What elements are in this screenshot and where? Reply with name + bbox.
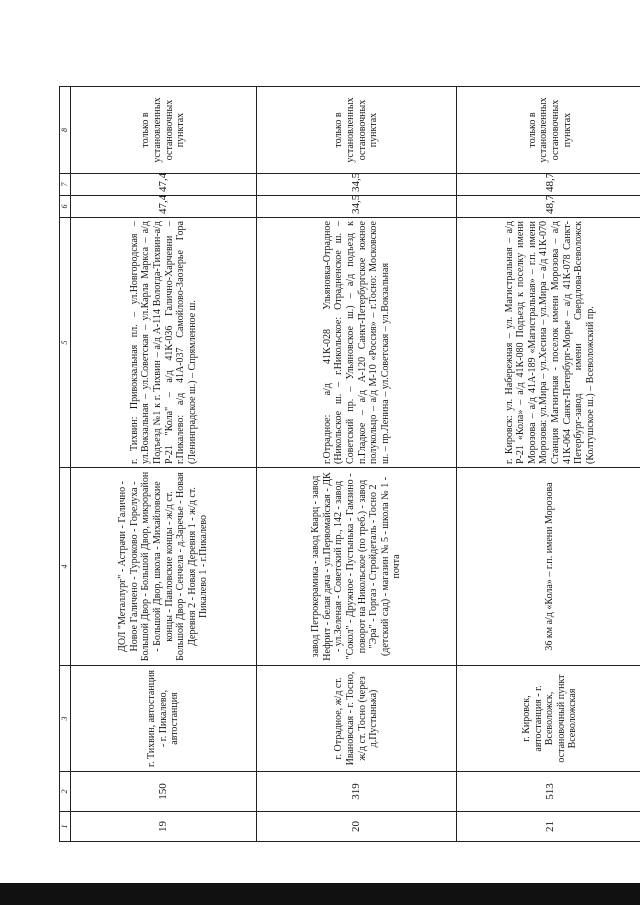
- scan-edge-bar: [0, 883, 640, 905]
- header-cell: 4: [60, 468, 71, 666]
- rotated-page: [59, 87, 640, 842]
- route-length-back: 48,7: [457, 174, 640, 196]
- header-cell: 6: [60, 196, 71, 218]
- route-number: 513: [457, 772, 640, 812]
- route-streets: г.Отрадное: а/д 41К-028 Ульяновка-Отрадное (Никольское ш. – г.Никольское: Отрадненское ш. – Советский пр. – Ульяновское ш.) – а/д подъезд к п.Гладкое – а/д А-120 Санкт-Петербургское южное полукольцо – а/д М-10 «Россия» – г.Тосно: Московское ш. – пр.Ленина – ул.Советская – ул.Вокзальная: [257, 218, 457, 468]
- route-length-forward: 47,4: [71, 196, 257, 218]
- route-length-forward: 34,5: [257, 196, 457, 218]
- table-row: [257, 87, 457, 842]
- row-number: 21: [457, 812, 640, 842]
- row-number: 19: [71, 812, 257, 842]
- table-row: [457, 87, 640, 842]
- routes-table: [59, 86, 640, 842]
- row-number: 20: [257, 812, 457, 842]
- header-cell: 8: [60, 87, 71, 174]
- route-number: 319: [257, 772, 457, 812]
- table-row: [71, 87, 257, 842]
- stop-mode: только в установленных остановочных пунктах: [457, 87, 640, 174]
- header-cell: 1: [60, 812, 71, 842]
- header-cell: 7: [60, 174, 71, 196]
- header-cell: 5: [60, 218, 71, 468]
- route-endpoints: г. Тихвин, автостанция - г. Пикалево, автостанция: [71, 666, 257, 772]
- stop-mode: только в установленных остановочных пунктах: [257, 87, 457, 174]
- route-length-forward: 48,7: [457, 196, 640, 218]
- route-endpoints: г. Отрадное, ж/д ст. Ивановская - г. Тосно, ж/д ст. Тосно (через д.Пустынька): [257, 666, 457, 772]
- header-row: [60, 87, 71, 842]
- header-cell: 2: [60, 772, 71, 812]
- route-streets: г. Тихвин: Привокзальная пл. – ул.Новгородская – ул.Вокзальная – ул.Советская – ул.Карла Маркса – а/д Подъезд №1 к г. Тихвин – а/д А-114 Вологда-Тихвин-а/д Р-21 "Кола" – а/д 41К-036 Галично-Харчевни – г.Пикалево: а/д 41А-037 Самойлово-Заозерье Гора (Ленинградское ш.) – Спрямленное ш.: [71, 218, 257, 468]
- route-number: 150: [71, 772, 257, 812]
- route-length-back: 47,4: [71, 174, 257, 196]
- intermediate-stops: ДОЛ "Металлург" - Астрачи - Галично - Новое Галичено - Туроково - Горелуха - Большой Двор - Большой Двор, микрорайон - Большой Двор, школа - Михайловские концы - Павловские концы - ж/д ст. Большой Двор - Сенчела - д.Заречье - Новая Деревня 2 - Новая Деревня 1 - ж/д ст. Пикалево 1 - г.Пикалево: [71, 468, 257, 666]
- stop-mode: только в установленных остановочных пунктах: [71, 87, 257, 174]
- route-length-back: 34,5: [257, 174, 457, 196]
- intermediate-stops: завод Петрокерамика - завод Кварц - завод Нефрит - белая дача - ул.Первомайская - ДК - ул.Зеленая - Советский пр., 142 - завод "Сокол" - Дружное - Пустынька - Гамзино - поворот на Никольское (по треб.) - завод "Эра" - Горгаз - Стройдеталь - Тосно 2 (детский сад) - магазин № 5 - школа № 1 - почта: [257, 468, 457, 666]
- route-endpoints: г. Кировск, автостанция - г. Всеволожск, остановочный пункт Всеволожская: [457, 666, 640, 772]
- intermediate-stops: 36 км а/д «Кола» – г.п. имени Морозова: [457, 468, 640, 666]
- route-streets: г. Кировск: ул. Набережная – ул. Магистральная – а/д Р-21 «Кола» – а/д 41К-080 Подъезд к поселку имени Морозова – а/д 41А-189 «Магистральная» – г.п. имени Морозова: ул.Мира – ул.Хесина – ул.Мира – а/д 41К-070 Станция Магнитная - поселок имени Морозова – а/д 41К-064 Санкт-Петербург-Морье – а/д 41К-078 Санкт-Петербург-завод имени Свердлова-Всеволожск (Колтушское ш.) – Всеволожский пр.: [457, 218, 640, 468]
- header-cell: 3: [60, 666, 71, 772]
